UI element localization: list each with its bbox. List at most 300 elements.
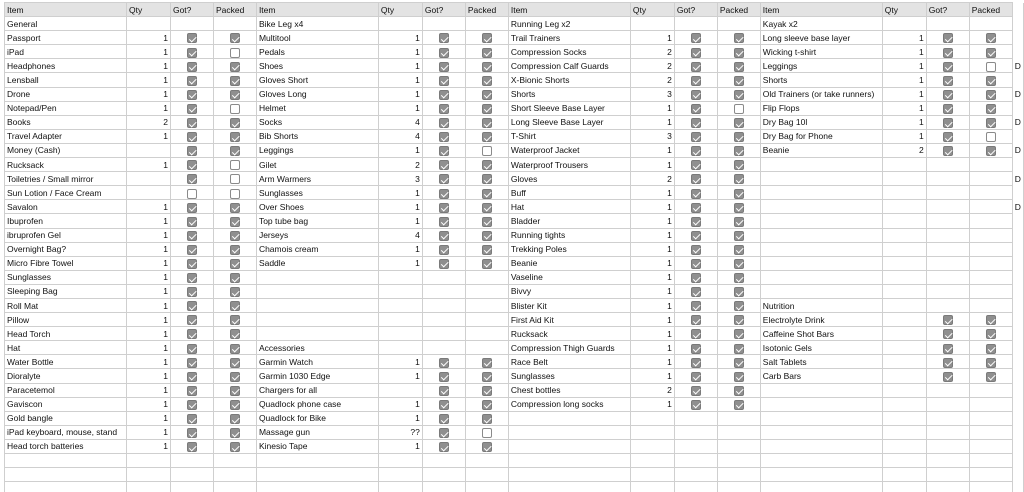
item-cell[interactable]: Sun Lotion / Face Cream <box>5 186 127 200</box>
got-checkbox[interactable] <box>439 146 449 156</box>
qty-cell[interactable] <box>882 327 926 341</box>
got-checkbox[interactable] <box>691 301 701 311</box>
qty-cell[interactable]: 1 <box>378 73 422 87</box>
item-cell[interactable]: Sleeping Bag <box>5 284 127 298</box>
item-cell[interactable]: Accessories <box>256 341 378 355</box>
qty-cell[interactable]: 2 <box>630 73 674 87</box>
empty-cell[interactable] <box>256 468 378 482</box>
qty-cell[interactable]: 1 <box>378 45 422 59</box>
got-checkbox[interactable] <box>439 217 449 227</box>
qty-cell[interactable]: 1 <box>882 115 926 129</box>
item-cell[interactable]: Garmin Watch <box>256 355 378 369</box>
packed-checkbox[interactable] <box>482 414 492 424</box>
item-cell[interactable]: Trekking Poles <box>508 242 630 256</box>
got-checkbox[interactable] <box>439 372 449 382</box>
item-cell[interactable]: Ibuprofen <box>5 214 127 228</box>
item-cell[interactable]: Head torch batteries <box>5 439 127 453</box>
got-checkbox[interactable] <box>439 90 449 100</box>
item-cell[interactable]: Travel Adapter <box>5 129 127 143</box>
qty-cell[interactable]: 1 <box>630 115 674 129</box>
item-cell[interactable]: Gloves Short <box>256 73 378 87</box>
item-cell[interactable]: Shorts <box>508 87 630 101</box>
qty-cell[interactable]: 1 <box>630 228 674 242</box>
empty-cell[interactable] <box>508 468 630 482</box>
qty-cell[interactable]: 1 <box>630 284 674 298</box>
item-cell[interactable]: Gold bangle <box>5 411 127 425</box>
item-cell[interactable]: Lensball <box>5 73 127 87</box>
packed-checkbox[interactable] <box>230 203 240 213</box>
qty-cell[interactable]: 1 <box>378 256 422 270</box>
packed-checkbox[interactable] <box>482 76 492 86</box>
packed-checkbox[interactable] <box>230 344 240 354</box>
qty-cell[interactable] <box>882 298 926 312</box>
packed-checkbox[interactable] <box>482 104 492 114</box>
packed-checkbox[interactable] <box>986 358 996 368</box>
qty-cell[interactable]: 1 <box>126 45 170 59</box>
empty-cell[interactable] <box>717 482 760 492</box>
packed-checkbox[interactable] <box>734 372 744 382</box>
qty-cell[interactable] <box>882 355 926 369</box>
item-cell[interactable]: Beanie <box>508 256 630 270</box>
qty-cell[interactable]: 1 <box>630 298 674 312</box>
qty-cell[interactable]: 1 <box>126 87 170 101</box>
empty-cell[interactable] <box>882 468 926 482</box>
item-cell[interactable]: ibruprofen Gel <box>5 228 127 242</box>
item-cell[interactable]: Wicking t-shirt <box>760 45 882 59</box>
got-checkbox[interactable] <box>439 428 449 438</box>
empty-cell[interactable] <box>926 468 969 482</box>
qty-cell[interactable] <box>630 411 674 425</box>
empty-cell[interactable] <box>465 482 508 492</box>
packed-checkbox[interactable] <box>230 315 240 325</box>
got-checkbox[interactable] <box>691 400 701 410</box>
qty-cell[interactable]: 1 <box>126 31 170 45</box>
packed-checkbox[interactable] <box>230 287 240 297</box>
packed-checkbox[interactable] <box>230 132 240 142</box>
qty-cell[interactable]: 1 <box>126 256 170 270</box>
packed-checkbox[interactable] <box>230 386 240 396</box>
item-cell[interactable]: Overnight Bag? <box>5 242 127 256</box>
empty-cell[interactable] <box>674 482 717 492</box>
empty-cell[interactable] <box>170 454 213 468</box>
got-checkbox[interactable] <box>439 442 449 452</box>
qty-cell[interactable]: 2 <box>630 172 674 186</box>
qty-cell[interactable]: 1 <box>378 411 422 425</box>
got-checkbox[interactable] <box>439 358 449 368</box>
qty-cell[interactable]: 1 <box>630 242 674 256</box>
item-cell[interactable]: Passport <box>5 31 127 45</box>
qty-cell[interactable]: 1 <box>126 59 170 73</box>
item-cell[interactable]: Money (Cash) <box>5 143 127 157</box>
got-checkbox[interactable] <box>943 146 953 156</box>
packed-checkbox[interactable] <box>986 118 996 128</box>
packed-checkbox[interactable] <box>734 315 744 325</box>
packed-checkbox[interactable] <box>482 118 492 128</box>
item-cell[interactable]: Electrolyte Drink <box>760 313 882 327</box>
item-cell[interactable]: Waterproof Jacket <box>508 143 630 157</box>
got-checkbox[interactable] <box>691 245 701 255</box>
qty-cell[interactable]: 1 <box>126 341 170 355</box>
got-checkbox[interactable] <box>187 287 197 297</box>
got-checkbox[interactable] <box>187 217 197 227</box>
got-checkbox[interactable] <box>943 132 953 142</box>
packed-checkbox[interactable] <box>482 358 492 368</box>
item-cell[interactable]: Chamois cream <box>256 242 378 256</box>
qty-cell[interactable] <box>882 17 926 31</box>
qty-cell[interactable] <box>882 313 926 327</box>
got-checkbox[interactable] <box>439 203 449 213</box>
item-cell[interactable]: T-Shirt <box>508 129 630 143</box>
qty-cell[interactable] <box>882 228 926 242</box>
empty-cell[interactable] <box>926 482 969 492</box>
item-cell[interactable]: Leggings <box>760 59 882 73</box>
packed-checkbox[interactable] <box>482 90 492 100</box>
packed-checkbox[interactable] <box>230 414 240 424</box>
item-cell[interactable]: Massage gun <box>256 425 378 439</box>
qty-cell[interactable] <box>126 17 170 31</box>
item-cell[interactable]: Roll Mat <box>5 298 127 312</box>
item-cell[interactable]: Multitool <box>256 31 378 45</box>
got-checkbox[interactable] <box>439 174 449 184</box>
qty-cell[interactable] <box>882 256 926 270</box>
qty-cell[interactable]: 2 <box>630 383 674 397</box>
item-cell[interactable]: Socks <box>256 115 378 129</box>
empty-cell[interactable] <box>5 482 127 492</box>
qty-cell[interactable] <box>882 284 926 298</box>
qty-cell[interactable]: 1 <box>630 327 674 341</box>
empty-cell[interactable] <box>378 468 422 482</box>
packed-checkbox[interactable] <box>230 400 240 410</box>
got-checkbox[interactable] <box>187 273 197 283</box>
packed-checkbox[interactable] <box>482 203 492 213</box>
item-cell[interactable]: Chargers for all <box>256 383 378 397</box>
got-checkbox[interactable] <box>187 428 197 438</box>
item-cell[interactable]: Beanie <box>760 143 882 157</box>
qty-cell[interactable]: 1 <box>882 87 926 101</box>
item-cell[interactable]: Sunglasses <box>5 270 127 284</box>
packed-checkbox[interactable] <box>734 62 744 72</box>
qty-cell[interactable]: 1 <box>630 313 674 327</box>
item-cell[interactable]: Gaviscon <box>5 397 127 411</box>
item-cell[interactable]: Pillow <box>5 313 127 327</box>
packed-checkbox[interactable] <box>482 160 492 170</box>
packed-checkbox[interactable] <box>230 372 240 382</box>
got-checkbox[interactable] <box>187 358 197 368</box>
got-checkbox[interactable] <box>691 315 701 325</box>
qty-cell[interactable]: 1 <box>126 355 170 369</box>
got-checkbox[interactable] <box>187 146 197 156</box>
item-cell[interactable]: Caffeine Shot Bars <box>760 327 882 341</box>
qty-cell[interactable] <box>378 298 422 312</box>
qty-cell[interactable] <box>882 425 926 439</box>
qty-cell[interactable]: 1 <box>126 200 170 214</box>
qty-cell[interactable]: 1 <box>126 397 170 411</box>
qty-cell[interactable]: 1 <box>126 158 170 172</box>
qty-cell[interactable] <box>882 242 926 256</box>
qty-cell[interactable] <box>378 17 422 31</box>
item-cell[interactable] <box>508 439 630 453</box>
item-cell[interactable]: Nutrition <box>760 298 882 312</box>
empty-cell[interactable] <box>630 482 674 492</box>
empty-cell[interactable] <box>882 454 926 468</box>
packed-checkbox[interactable] <box>734 287 744 297</box>
got-checkbox[interactable] <box>943 90 953 100</box>
item-cell[interactable]: Books <box>5 115 127 129</box>
packed-checkbox[interactable] <box>482 245 492 255</box>
got-checkbox[interactable] <box>187 76 197 86</box>
item-cell[interactable]: Quadlock for Bike <box>256 411 378 425</box>
qty-cell[interactable]: 1 <box>630 214 674 228</box>
got-checkbox[interactable] <box>439 62 449 72</box>
qty-cell[interactable]: 1 <box>126 411 170 425</box>
item-cell[interactable] <box>760 256 882 270</box>
got-checkbox[interactable] <box>691 48 701 58</box>
got-checkbox[interactable] <box>943 33 953 43</box>
packed-checkbox[interactable] <box>986 104 996 114</box>
qty-cell[interactable]: 1 <box>630 270 674 284</box>
got-checkbox[interactable] <box>439 33 449 43</box>
packed-checkbox[interactable] <box>482 217 492 227</box>
qty-cell[interactable]: 2 <box>630 45 674 59</box>
qty-cell[interactable]: 1 <box>378 101 422 115</box>
qty-cell[interactable]: 1 <box>126 327 170 341</box>
got-checkbox[interactable] <box>691 273 701 283</box>
got-checkbox[interactable] <box>943 344 953 354</box>
packed-checkbox[interactable] <box>734 386 744 396</box>
packed-checkbox[interactable] <box>230 90 240 100</box>
packed-checkbox[interactable] <box>734 174 744 184</box>
packed-checkbox[interactable] <box>482 132 492 142</box>
item-cell[interactable]: Isotonic Gels <box>760 341 882 355</box>
qty-cell[interactable]: 1 <box>126 73 170 87</box>
qty-cell[interactable]: 2 <box>378 158 422 172</box>
qty-cell[interactable] <box>630 439 674 453</box>
got-checkbox[interactable] <box>439 386 449 396</box>
item-cell[interactable]: iPad <box>5 45 127 59</box>
qty-cell[interactable]: 3 <box>630 87 674 101</box>
empty-cell[interactable] <box>213 482 256 492</box>
item-cell[interactable]: Hat <box>508 200 630 214</box>
got-checkbox[interactable] <box>691 329 701 339</box>
item-cell[interactable]: Gloves Long <box>256 87 378 101</box>
empty-cell[interactable] <box>882 482 926 492</box>
qty-cell[interactable]: 1 <box>630 200 674 214</box>
packed-checkbox[interactable] <box>230 76 240 86</box>
got-checkbox[interactable] <box>187 203 197 213</box>
qty-cell[interactable] <box>882 200 926 214</box>
got-checkbox[interactable] <box>691 146 701 156</box>
got-checkbox[interactable] <box>691 174 701 184</box>
item-cell[interactable]: Compression long socks <box>508 397 630 411</box>
got-checkbox[interactable] <box>943 329 953 339</box>
item-cell[interactable]: Buff <box>508 186 630 200</box>
packed-checkbox[interactable] <box>734 118 744 128</box>
packed-checkbox[interactable] <box>734 160 744 170</box>
got-checkbox[interactable] <box>187 442 197 452</box>
got-checkbox[interactable] <box>439 48 449 58</box>
got-checkbox[interactable] <box>439 259 449 269</box>
qty-cell[interactable]: 1 <box>126 383 170 397</box>
qty-cell[interactable]: 1 <box>378 200 422 214</box>
packed-checkbox[interactable] <box>734 189 744 199</box>
got-checkbox[interactable] <box>943 48 953 58</box>
qty-cell[interactable]: 1 <box>630 397 674 411</box>
packed-checkbox[interactable] <box>986 329 996 339</box>
qty-cell[interactable] <box>378 284 422 298</box>
got-checkbox[interactable] <box>187 118 197 128</box>
got-checkbox[interactable] <box>187 62 197 72</box>
item-cell[interactable]: Bike Leg x4 <box>256 17 378 31</box>
got-checkbox[interactable] <box>187 245 197 255</box>
qty-cell[interactable]: 1 <box>378 214 422 228</box>
qty-cell[interactable]: 1 <box>378 186 422 200</box>
qty-cell[interactable]: 1 <box>126 242 170 256</box>
empty-cell[interactable] <box>760 468 882 482</box>
qty-cell[interactable]: 1 <box>126 439 170 453</box>
got-checkbox[interactable] <box>691 62 701 72</box>
qty-cell[interactable]: 1 <box>630 355 674 369</box>
item-cell[interactable]: Compression Thigh Guards <box>508 341 630 355</box>
packed-checkbox[interactable] <box>230 329 240 339</box>
empty-cell[interactable] <box>422 454 465 468</box>
empty-cell[interactable] <box>378 482 422 492</box>
qty-cell[interactable]: 1 <box>882 45 926 59</box>
empty-cell[interactable] <box>213 468 256 482</box>
qty-cell[interactable] <box>882 397 926 411</box>
got-checkbox[interactable] <box>691 76 701 86</box>
got-checkbox[interactable] <box>187 104 197 114</box>
item-cell[interactable] <box>508 411 630 425</box>
packed-checkbox[interactable] <box>482 62 492 72</box>
item-cell[interactable]: Headphones <box>5 59 127 73</box>
item-cell[interactable]: Sunglasses <box>508 369 630 383</box>
item-cell[interactable]: Running tights <box>508 228 630 242</box>
got-checkbox[interactable] <box>439 76 449 86</box>
got-checkbox[interactable] <box>187 414 197 424</box>
item-cell[interactable]: Head Torch <box>5 327 127 341</box>
got-checkbox[interactable] <box>691 33 701 43</box>
item-cell[interactable]: Gloves <box>508 172 630 186</box>
item-cell[interactable]: Long sleeve base layer <box>760 31 882 45</box>
empty-cell[interactable] <box>969 482 1012 492</box>
item-cell[interactable]: Paracetemol <box>5 383 127 397</box>
qty-cell[interactable]: 1 <box>378 355 422 369</box>
empty-cell[interactable] <box>5 468 127 482</box>
item-cell[interactable]: Flip Flops <box>760 101 882 115</box>
packed-checkbox[interactable] <box>734 132 744 142</box>
qty-cell[interactable]: 1 <box>630 101 674 115</box>
qty-cell[interactable] <box>882 383 926 397</box>
empty-cell[interactable] <box>170 482 213 492</box>
qty-cell[interactable]: 4 <box>378 115 422 129</box>
got-checkbox[interactable] <box>187 400 197 410</box>
qty-cell[interactable] <box>882 341 926 355</box>
packed-checkbox[interactable] <box>230 104 240 114</box>
empty-cell[interactable] <box>422 468 465 482</box>
packed-checkbox[interactable] <box>734 90 744 100</box>
qty-cell[interactable] <box>126 186 170 200</box>
qty-cell[interactable]: 1 <box>126 298 170 312</box>
got-checkbox[interactable] <box>187 231 197 241</box>
item-cell[interactable] <box>760 397 882 411</box>
item-cell[interactable]: Shoes <box>256 59 378 73</box>
item-cell[interactable]: Notepad/Pen <box>5 101 127 115</box>
qty-cell[interactable]: ?? <box>378 425 422 439</box>
packed-checkbox[interactable] <box>986 344 996 354</box>
got-checkbox[interactable] <box>187 259 197 269</box>
packed-checkbox[interactable] <box>230 33 240 43</box>
item-cell[interactable]: Short Sleeve Base Layer <box>508 101 630 115</box>
packed-checkbox[interactable] <box>230 189 240 199</box>
packed-checkbox[interactable] <box>482 231 492 241</box>
item-cell[interactable]: Bib Shorts <box>256 129 378 143</box>
got-checkbox[interactable] <box>691 189 701 199</box>
qty-cell[interactable]: 1 <box>378 59 422 73</box>
empty-cell[interactable] <box>126 482 170 492</box>
packed-checkbox[interactable] <box>482 259 492 269</box>
empty-cell[interactable] <box>256 482 378 492</box>
packed-checkbox[interactable] <box>734 400 744 410</box>
got-checkbox[interactable] <box>187 160 197 170</box>
item-cell[interactable]: Bivvy <box>508 284 630 298</box>
empty-cell[interactable] <box>465 454 508 468</box>
got-checkbox[interactable] <box>943 358 953 368</box>
qty-cell[interactable]: 1 <box>882 73 926 87</box>
got-checkbox[interactable] <box>187 33 197 43</box>
qty-cell[interactable] <box>882 270 926 284</box>
qty-cell[interactable]: 1 <box>126 313 170 327</box>
qty-cell[interactable] <box>126 143 170 157</box>
item-cell[interactable]: First Aid Kit <box>508 313 630 327</box>
packed-checkbox[interactable] <box>734 104 744 114</box>
packed-checkbox[interactable] <box>230 217 240 227</box>
qty-cell[interactable] <box>378 327 422 341</box>
item-cell[interactable]: Jerseys <box>256 228 378 242</box>
got-checkbox[interactable] <box>439 104 449 114</box>
item-cell[interactable] <box>760 439 882 453</box>
qty-cell[interactable]: 4 <box>378 129 422 143</box>
item-cell[interactable]: Vaseline <box>508 270 630 284</box>
packed-checkbox[interactable] <box>230 428 240 438</box>
item-cell[interactable]: Savalon <box>5 200 127 214</box>
got-checkbox[interactable] <box>187 48 197 58</box>
item-cell[interactable]: Shorts <box>760 73 882 87</box>
qty-cell[interactable]: 1 <box>378 439 422 453</box>
qty-cell[interactable] <box>882 369 926 383</box>
qty-cell[interactable] <box>378 341 422 355</box>
qty-cell[interactable]: 2 <box>126 115 170 129</box>
qty-cell[interactable]: 2 <box>882 143 926 157</box>
item-cell[interactable]: X-Bionic Shorts <box>508 73 630 87</box>
packed-checkbox[interactable] <box>482 400 492 410</box>
qty-cell[interactable]: 1 <box>126 129 170 143</box>
qty-cell[interactable]: 1 <box>630 158 674 172</box>
packed-checkbox[interactable] <box>482 48 492 58</box>
packed-checkbox[interactable] <box>734 231 744 241</box>
qty-cell[interactable]: 1 <box>882 59 926 73</box>
packed-checkbox[interactable] <box>230 231 240 241</box>
item-cell[interactable]: Kinesio Tape <box>256 439 378 453</box>
got-checkbox[interactable] <box>691 259 701 269</box>
qty-cell[interactable]: 1 <box>378 369 422 383</box>
item-cell[interactable]: Bladder <box>508 214 630 228</box>
got-checkbox[interactable] <box>187 301 197 311</box>
item-cell[interactable]: Chest bottles <box>508 383 630 397</box>
qty-cell[interactable]: 1 <box>882 31 926 45</box>
item-cell[interactable] <box>256 284 378 298</box>
packed-checkbox[interactable] <box>230 48 240 58</box>
item-cell[interactable]: Helmet <box>256 101 378 115</box>
